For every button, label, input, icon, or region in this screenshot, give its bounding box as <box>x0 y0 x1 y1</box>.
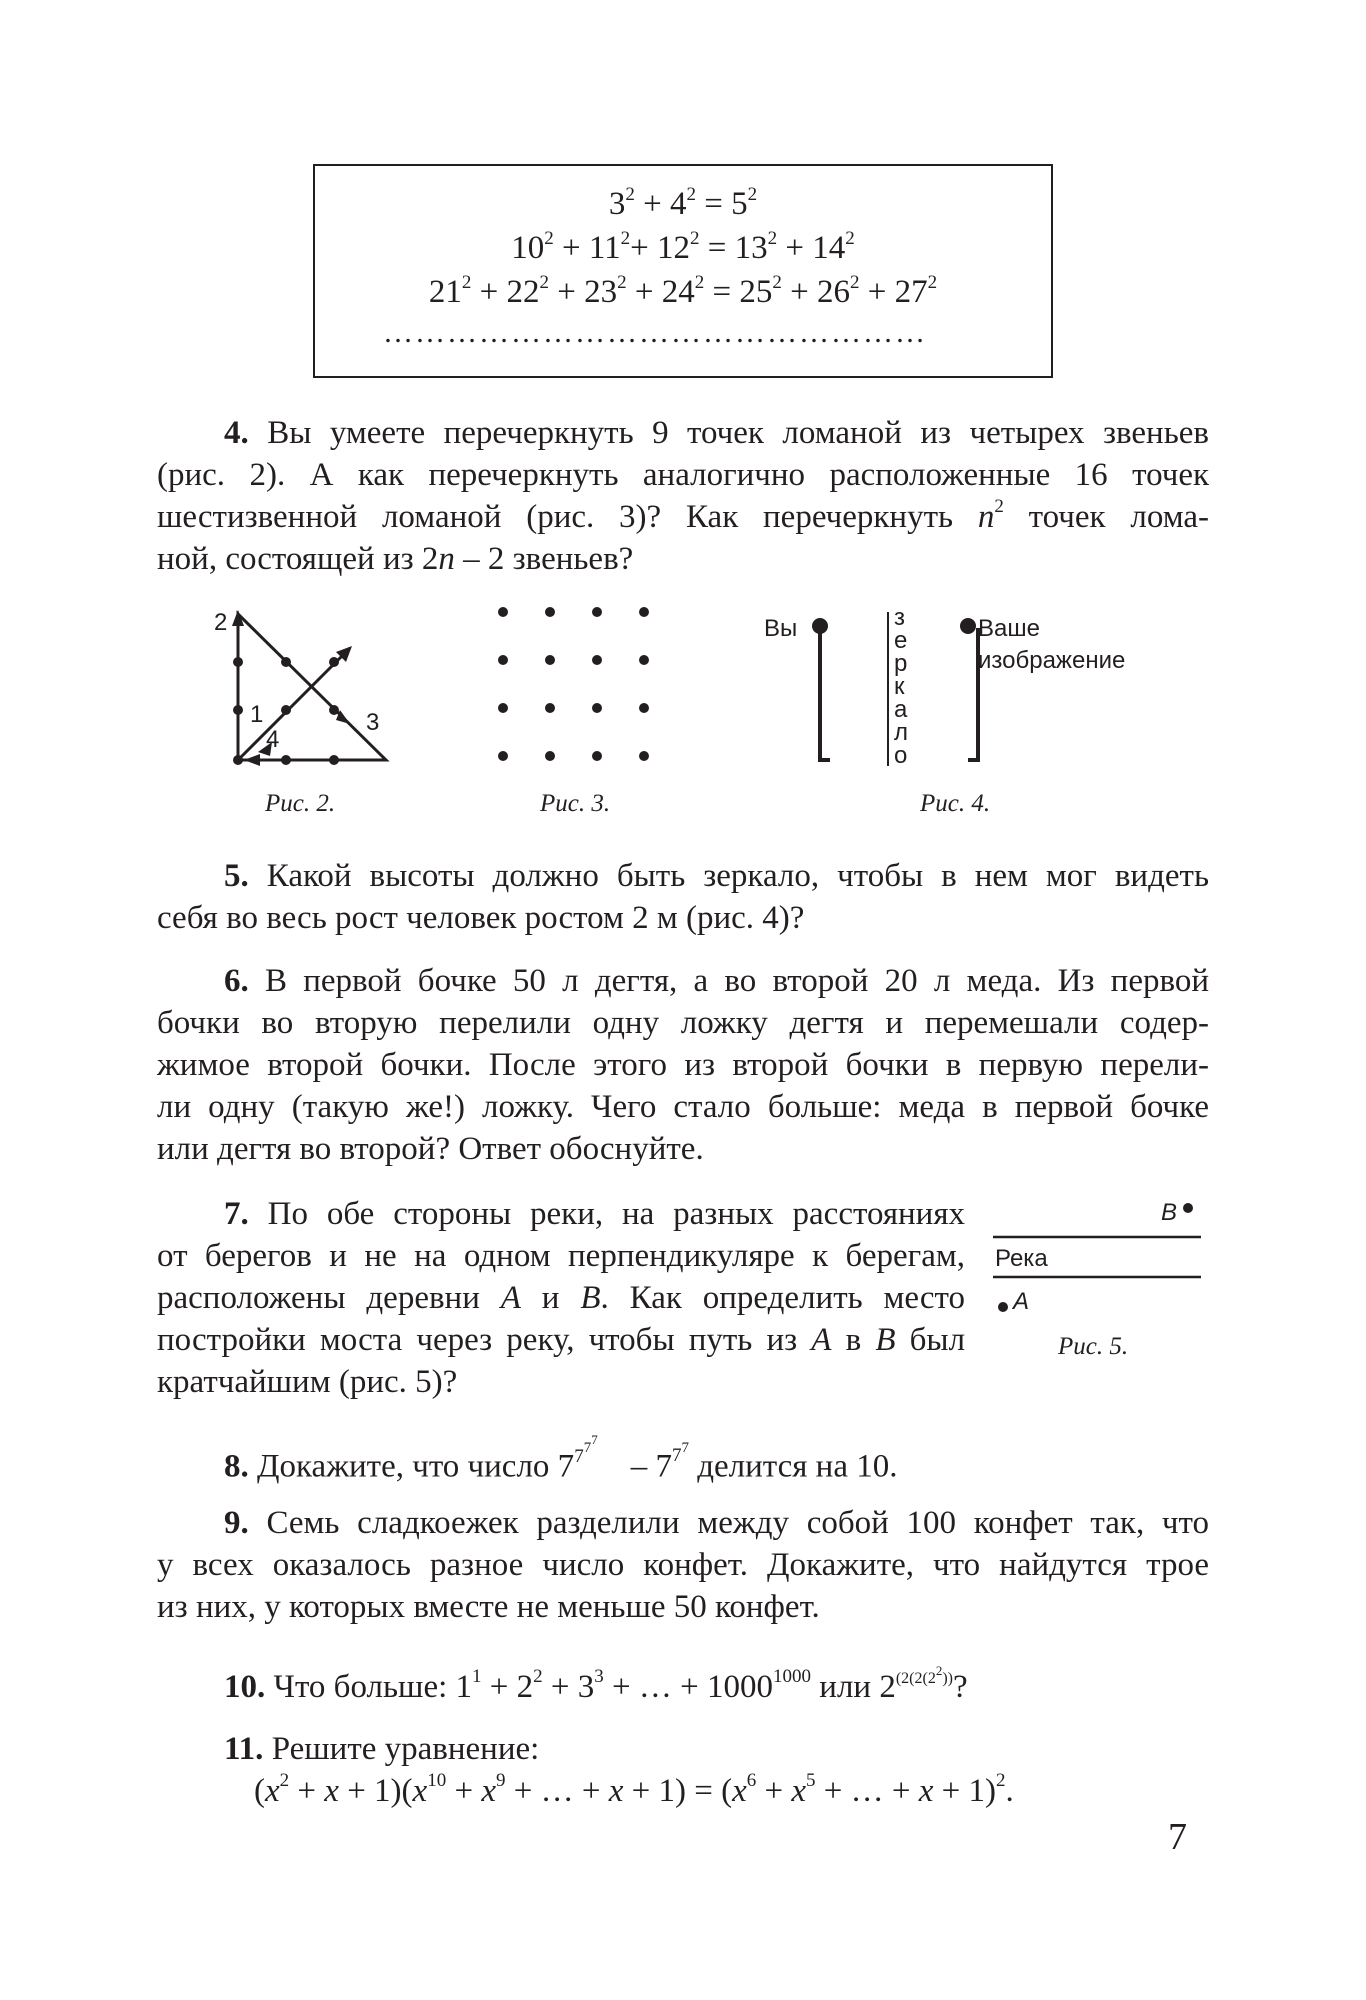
problem-11-line-1: 11. Решите уравнение: <box>224 1731 540 1767</box>
fig3-dot <box>639 751 649 761</box>
fig4-person <box>820 628 830 760</box>
fig2-label-1: 1 <box>250 701 264 728</box>
problem-6-line-4: ли одну (такую же!) ложку. Чего стало больше: меда в первой бочке <box>157 1089 1209 1125</box>
problem-8 <box>157 1432 1209 1488</box>
fig2-dot <box>281 705 291 715</box>
fig3-dot <box>592 607 602 617</box>
identity-row-1: $3^2 + 4^2 = 5^2$ <box>608 183 758 222</box>
problem-7-line-4: постройки моста через реку, чтобы путь из A в B был <box>157 1322 966 1358</box>
problem-4 <box>157 412 1209 580</box>
fig4-you-label: Вы <box>764 615 798 642</box>
fig5-label-a: A <box>1013 1288 1030 1315</box>
problem-11-equation: $(x^2 + x + 1)(x^{10} + x^9$ + … + $x + 1) = (x^6 + x^5$ + … + x + 1)$^2$. <box>254 1769 1014 1809</box>
fig4-person-head <box>812 618 828 634</box>
fig5-river-label: Река <box>995 1245 1048 1272</box>
page-number: 7 <box>1168 1816 1187 1858</box>
fig2-label-2: 2 <box>214 609 228 636</box>
figure-3 <box>480 600 670 770</box>
fig2-label-3: 3 <box>366 709 380 736</box>
problem-5 <box>157 855 1209 939</box>
fig3-dot <box>545 607 555 617</box>
problem-6 <box>157 960 1209 1170</box>
identity-row-2: $10^2 + 11^2+ 12^2 = 13^2 + 14^2$ <box>511 227 855 266</box>
fig3-dot <box>498 751 508 761</box>
problem-5-line-2: себя во весь рост человек ростом 2 м (рис. 4)? <box>157 900 805 936</box>
problem-5-line-1: 5. Какой высоты должно быть зеркало, чтобы в нем мог видеть <box>224 858 1209 894</box>
fig3-dot <box>592 655 602 665</box>
fig2-dot <box>233 755 243 765</box>
fig3-caption: Рис. 3. <box>540 790 611 817</box>
problem-4-line-1: 4. Вы умеете перечеркнуть 9 точек ломаной из четырех звеньев <box>224 415 1209 451</box>
fig2-dot <box>233 657 243 667</box>
fig3-dot <box>639 655 649 665</box>
problem-9 <box>157 1502 1209 1628</box>
problem-6-line-1: 6. В первой бочке 50 л дегтя, а во второй 20 л меда. Из первой <box>224 963 1210 999</box>
problem-8-line-1: 8. Докажите, что число $7^{7^{7^7}}$ – $7^{7^7}$ делится на 10. <box>224 1432 898 1485</box>
problem-7 <box>157 1193 965 1403</box>
problem-6-line-5: или дегтя во второй? Ответ обоснуйте. <box>157 1131 704 1167</box>
fig3-dot <box>498 655 508 665</box>
fig2-dot <box>329 705 339 715</box>
fig4-image-label-1: Ваше <box>978 615 1040 642</box>
problem-7-line-1: 7. По обе стороны реки, на разных расстояниях <box>224 1196 966 1232</box>
fig2-caption: Рис. 2. <box>265 790 336 817</box>
fig3-dot <box>498 607 508 617</box>
problem-10 <box>157 1662 1209 1708</box>
fig2-arrow-left <box>244 754 260 766</box>
fig4-reflection-head <box>960 618 976 634</box>
figure-4 <box>760 600 1180 770</box>
fig5-point-a <box>998 1302 1008 1312</box>
identity-row-3: $21^2 + 22^2 + 23^2 + 24^2 = 25^2 + 26^2 + 27^2$ <box>428 271 938 310</box>
problem-10-line-1: 10. Что больше: $1^1 + 2^2 + 3^3$ + … + $1000^{1000}$ или $2^{(2(2(2^2))}$? <box>224 1662 968 1705</box>
fig3-dot <box>639 607 649 617</box>
problem-6-line-2: бочки во вторую перелили одну ложку дегтя и перемешали содер- <box>157 1005 1209 1041</box>
problem-7-line-3: расположены деревни A и B. Как определить место <box>157 1280 966 1316</box>
fig3-dot <box>639 703 649 713</box>
fig2-dot <box>281 755 291 765</box>
problem-9-line-2: у всех оказалось разное число конфет. Докажите, что найдутся трое <box>157 1547 1209 1583</box>
fig3-dot <box>545 655 555 665</box>
problem-6-line-3: жимое второй бочки. После этого из второй бочки в первую перели- <box>157 1047 1209 1083</box>
fig2-dot <box>281 657 291 667</box>
fig2-label-4: 4 <box>266 726 280 753</box>
identity-continuation-dots: …………………………………………… <box>383 316 927 349</box>
fig2-dot <box>329 755 339 765</box>
fig3-dot <box>592 703 602 713</box>
fig4-mirror-letter: з <box>894 604 906 631</box>
problem-7-line-5: кратчайшим (рис. 5)? <box>157 1364 458 1400</box>
fig4-mirror-letter: р <box>894 650 908 677</box>
fig4-caption: Рис. 4. <box>920 790 991 817</box>
problem-11 <box>157 1728 1209 1812</box>
fig4-mirror-letter: л <box>894 719 909 746</box>
fig4-mirror-letter: к <box>894 673 905 700</box>
problem-9-line-3: из них, у которых вместе не меньше 50 конфет. <box>157 1589 820 1625</box>
fig3-dot <box>592 751 602 761</box>
fig4-image-label-2: изображение <box>978 647 1126 674</box>
problem-7-line-2: от берегов и не на одном перпендикуляре к берегам, <box>157 1238 965 1274</box>
problem-9-line-1: 9. Семь сладкоежек разделили между собой 100 конфет так, что <box>224 1505 1209 1541</box>
fig3-dot <box>498 703 508 713</box>
problem-4-line-2: (рис. 2). А как перечеркнуть аналогично расположенные 16 точек <box>157 457 1209 493</box>
problem-4-line-4: ной, состоящей из 2n – 2 звеньев? <box>157 541 634 577</box>
fig4-mirror-letter: е <box>894 627 908 654</box>
problem-4-line-3: шестизвенной ломаной (рис. 3)? Как перечеркнуть $n^2$ точек лома- <box>157 495 1210 535</box>
fig2-dot <box>329 657 339 667</box>
fig5-point-b <box>1183 1203 1193 1213</box>
fig3-dot <box>545 751 555 761</box>
fig2-dot <box>233 705 243 715</box>
figure-2 <box>200 600 410 780</box>
fig4-reflection <box>968 628 978 760</box>
fig5-label-b: B <box>1161 1199 1178 1226</box>
fig3-dot <box>545 703 555 713</box>
fig4-mirror-letter: о <box>894 742 908 769</box>
fig5-caption: Рис. 5. <box>1058 1333 1129 1360</box>
identity-box <box>313 164 1053 378</box>
fig4-mirror-letter: а <box>894 696 908 723</box>
figure-5 <box>985 1195 1205 1325</box>
